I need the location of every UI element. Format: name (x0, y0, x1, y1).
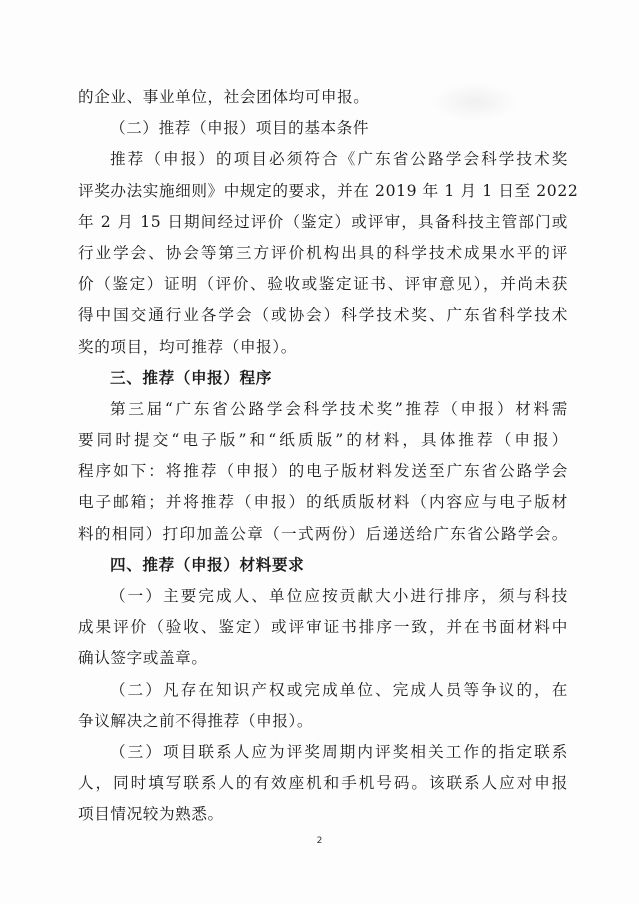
page-number: 2 (316, 836, 323, 846)
text-line: （二）凡存在知识产权或完成单位、完成人员等争议的，在 (110, 680, 568, 699)
text-line: 年 2 月 15 日期间经过评价（鉴定）或评审，具备科技主管部门或 (78, 212, 568, 231)
text-line: 程序如下：将推荐（申报）的电子版材料发送至广东省公路学会 (78, 462, 568, 481)
text-line: 评奖办法实施细则》中规定的要求，并在 2019 年 1 月 1 日至 2022 (78, 181, 579, 200)
text-line: 确认签字或盖章。 (78, 649, 208, 668)
text-line: 第三届“广东省公路学会科学技术奖”推荐（申报）材料需 (110, 399, 568, 418)
text-line: 价（鉴定）证明（评价、验收或鉴定证书、评审意见），并尚未获 (78, 275, 568, 294)
text-line: 人，同时填写联系人的有效座机和手机号码。该联系人应对申报 (78, 774, 568, 793)
subheading-basic-conditions: （二）推荐（申报）项目的基本条件 (110, 119, 370, 138)
text-line: 料的相同）打印加盖公章（一式两份）后递送给广东省公路学会。 (78, 524, 568, 543)
document-body (78, 82, 579, 831)
text-line: 行业学会、协会等第三方评价机构出具的科学技术成果水平的评 (78, 243, 568, 262)
text-line: （一）主要完成人、单位应按贡献大小进行排序，须与科技 (110, 587, 568, 605)
text-line: 得中国交通行业各学会（或协会）科学技术奖、广东省科学技术 (78, 306, 568, 325)
text-line: 的企业、事业单位，社会团体均可申报。 (78, 88, 370, 106)
heading-procedure: 三、推荐（申报）程序 (110, 368, 272, 387)
heading-material-requirements: 四、推荐（申报）材料要求 (110, 555, 305, 574)
text-line: 争议解决之前不得推荐（申报）。 (78, 711, 314, 730)
text-line: 电子邮箱；并将推荐（申报）的纸质版材料（内容应与电子版材 (78, 493, 568, 512)
text-line: 项目情况较为熟悉。 (78, 805, 224, 824)
text-line: 成果评价（验收、鉴定）或评审证书排序一致，并在书面材料中 (78, 618, 568, 637)
text-line: 奖的项目，均可推荐（申报）。 (78, 337, 297, 356)
text-line: 推荐（申报）的项目必须符合《广东省公路学会科学技术奖 (110, 150, 568, 169)
text-line: 要同时提交“电子版”和“纸质版”的材料，具体推荐（申报） (78, 431, 568, 450)
text-line: （三）项目联系人应为评奖周期内评奖相关工作的指定联系 (110, 742, 568, 761)
